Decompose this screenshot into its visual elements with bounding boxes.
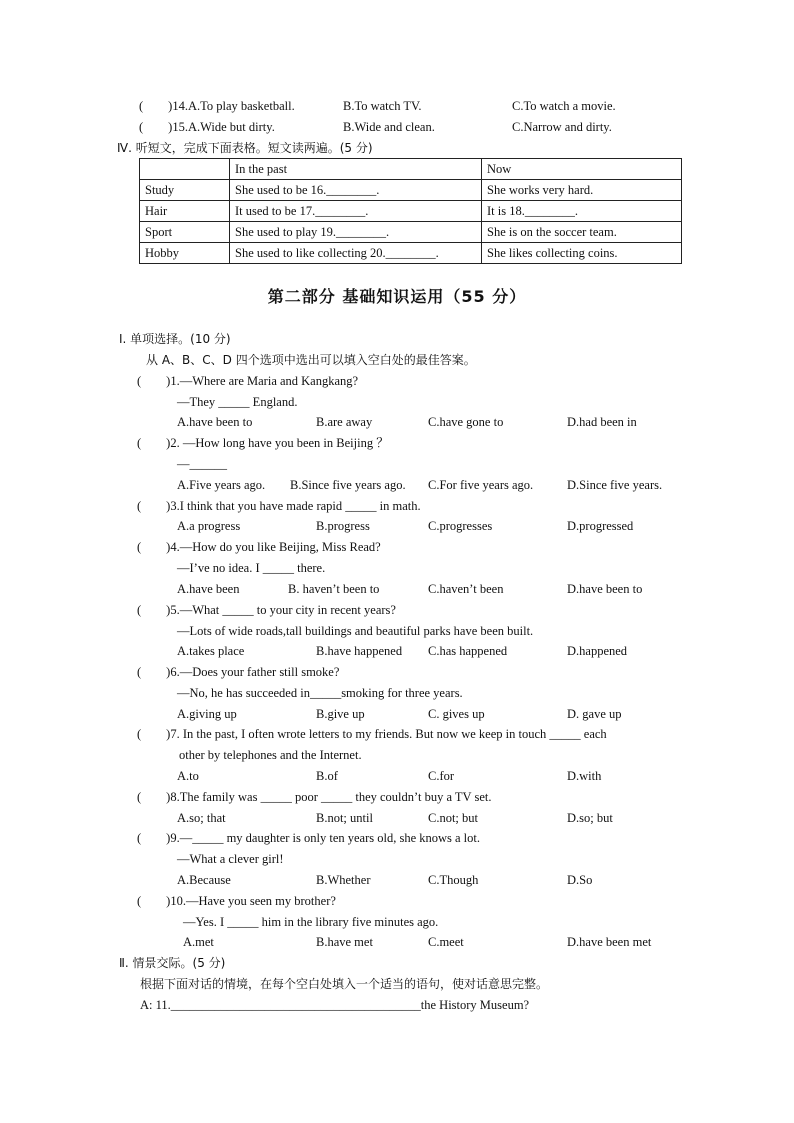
option-d: D.with [567,769,602,783]
single-choice-instruction: 从 A、B、C、D 四个选项中选出可以填入空白处的最佳答案。 [146,353,476,367]
question-6-line2: —No, he has succeeded in_____smoking for three years. [177,686,463,700]
option-c: C.haven’t been [428,582,504,596]
option-a: A.Five years ago. [177,478,266,492]
option-b: B.not; until [316,811,373,825]
table-cell: She is on the soccer team. [482,222,682,243]
table-row [140,201,682,222]
question-15-prefix: ( )15. [139,120,188,134]
question-10-line2: —Yes. I _____ him in the library five minutes ago. [183,915,439,929]
option-b: B.of [316,769,338,783]
single-choice-heading: Ⅰ. 单项选择。(10 分) [119,332,231,346]
question-5-line2: —Lots of wide roads,tall buildings and beautiful parks have been built. [177,624,534,638]
question-10-stem: ( )10.—Have you seen my brother? [137,894,336,908]
table-cell: It is 18.________. [482,201,682,222]
option-b: B. haven’t been to [288,582,380,596]
option-c: C.Though [428,873,479,887]
question-9-line2: —What a clever girl! [177,852,284,866]
table-cell: She used to play 19.________. [230,222,482,243]
table-cell: She used to like collecting 20.________. [230,243,482,264]
option-c: C. gives up [428,707,485,721]
option-b: B.give up [316,707,365,721]
question-4-line2: —I’ve no idea. I _____ there. [177,561,326,575]
option-d: D.have been to [567,582,643,596]
table-cell: Hobby [140,243,230,264]
table-cell: Study [140,180,230,201]
table-row [140,222,682,243]
part-2-title: 第二部分 基础知识运用（55 分） [267,287,527,306]
option-b: B.Since five years ago. [290,478,406,492]
listening-table [139,158,682,264]
table-cell: She likes collecting coins. [482,243,682,264]
option-b: B.progress [316,519,370,533]
option-b: B.have met [316,935,373,949]
question-15-option-b: B.Wide and clean. [343,120,435,134]
option-c: C.has happened [428,644,508,658]
table-header-row [140,159,682,180]
dialogue-heading: Ⅱ. 情景交际。(5 分) [119,956,226,970]
question-14-option-c: C.To watch a movie. [512,99,616,113]
table-cell: She used to be 16.________. [230,180,482,201]
option-a: A.to [177,769,199,783]
option-d: D.So [567,873,593,887]
option-a: A.takes place [177,644,245,658]
option-c: C.For five years ago. [428,478,534,492]
table-header-cell: In the past [230,159,482,180]
question-15-option-a: A.Wide but dirty. [187,120,275,134]
question-5-stem: ( )5.—What _____ to your city in recent years? [137,603,396,617]
table-header-cell [140,159,230,180]
question-9-stem: ( )9.—_____ my daughter is only ten years old, she knows a lot. [137,831,481,845]
option-d: D.Since five years. [567,478,663,492]
option-a: A.have been to [177,415,253,429]
table-cell: Sport [140,222,230,243]
option-b: B.have happened [316,644,403,658]
option-a: A.a progress [177,519,241,533]
option-c: C.progresses [428,519,493,533]
option-c: C.meet [428,935,464,949]
section-4-heading: Ⅳ. 听短文，完成下面表格。短文读两遍。(5 分) [117,141,373,155]
question-14-prefix: ( )14. [139,99,188,113]
table-row [140,243,682,264]
option-a: A.Because [177,873,231,887]
question-15 [139,119,275,135]
question-7-line2: other by telephones and the Internet. [179,748,362,762]
option-a: A.giving up [177,707,237,721]
table-header-cell: Now [482,159,682,180]
question-8-stem: ( )8.The family was _____ poor _____ they couldn’t buy a TV set. [137,790,492,804]
option-a: A.so; that [177,811,226,825]
option-b: B.are away [316,415,373,429]
table-row [140,180,682,201]
question-3-stem: ( )3.I think that you have made rapid _____ in math. [137,499,421,513]
table-cell: Hair [140,201,230,222]
question-1-stem: ( )1.—Where are Maria and Kangkang? [137,374,359,388]
option-c: C.not; but [428,811,479,825]
question-7-stem: ( )7. In the past, I often wrote letters to my friends. But now we keep in touch _____ each [137,727,607,741]
question-14 [139,98,295,114]
option-d: D.have been met [567,935,652,949]
dialogue-line-11: A: 11.________________________________________the History Museum? [140,998,530,1012]
question-15-option-c: C.Narrow and dirty. [512,120,612,134]
option-d: D.had been in [567,415,637,429]
question-2-line2: —______ [177,457,227,471]
table-cell: She works very hard. [482,180,682,201]
option-d: D.happened [567,644,628,658]
option-d: D. gave up [567,707,622,721]
question-14-option-b: B.To watch TV. [343,99,422,113]
option-c: C.have gone to [428,415,504,429]
question-2-stem: ( )2. —How long have you been in Beijing ？ [137,436,389,450]
option-b: B.Whether [316,873,371,887]
option-d: D.so; but [567,811,613,825]
option-a: A.have been [177,582,240,596]
option-c: C.for [428,769,455,783]
option-d: D.progressed [567,519,634,533]
question-1-line2: —They _____ England. [177,395,298,409]
question-4-stem: ( )4.—How do you like Beijing, Miss Read? [137,540,381,554]
dialogue-instruction: 根据下面对话的情境，在每个空白处填入一个适当的语句，使对话意思完整。 [140,977,549,991]
option-a: A.met [183,935,214,949]
question-14-option-a: A.To play basketball. [187,99,295,113]
table-cell: It used to be 17.________. [230,201,482,222]
question-6-stem: ( )6.—Does your father still smoke? [137,665,340,679]
